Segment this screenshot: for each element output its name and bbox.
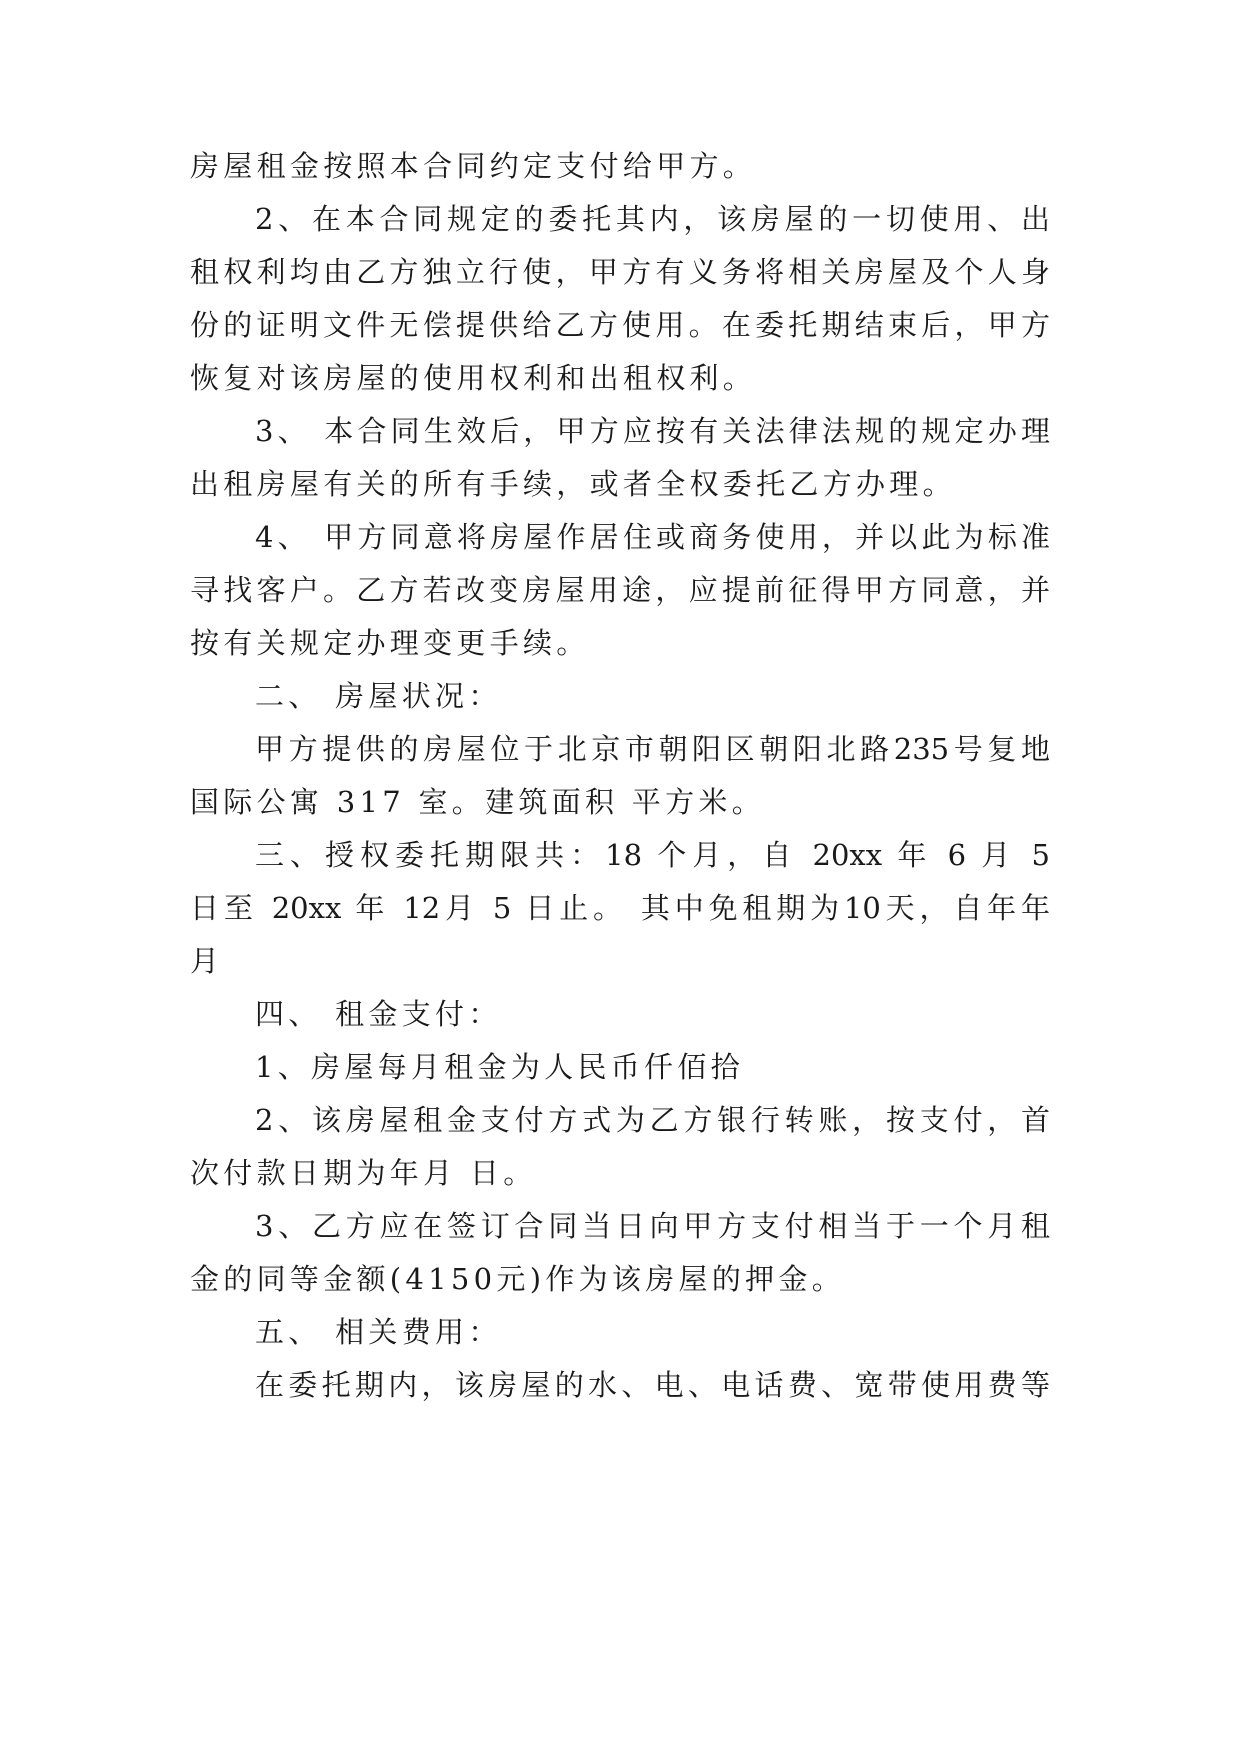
text-line: 寻找客户。乙方若改变房屋用途，应提前征得甲方同意，并 (190, 573, 1050, 607)
text-line: 出租房屋有关的所有手续，或者全权委托乙方办理。 (190, 467, 956, 501)
section-heading: 二、 房屋状况： (255, 679, 502, 713)
text-line: 甲方提供的房屋位于北京市朝阳区朝阳北路235号复地 (255, 732, 1050, 766)
text-line: 份的证明文件无偿提供给乙方使用。在委托期结束后，甲方 (190, 308, 1050, 342)
text-line: 月 (190, 944, 224, 978)
text-line: 金的同等金额(4150元)作为该房屋的押金。 (190, 1262, 846, 1296)
text-line: 2、该房屋租金支付方式为乙方银行转账，按支付，首 (255, 1103, 1050, 1137)
section-heading: 五、 相关费用： (255, 1315, 502, 1349)
text-line: 按有关规定办理变更手续。 (190, 626, 590, 660)
text-line: 租权利均由乙方独立行使，甲方有义务将相关房屋及个人身 (190, 255, 1050, 289)
text-line: 2、在本合同规定的委托其内，该房屋的一切使用、出 (255, 202, 1050, 236)
text-line: 日至 20xx 年 12月 5 日止。 其中免租期为10天，自年年 (190, 891, 1050, 925)
text-line: 恢复对该房屋的使用权利和出租权利。 (190, 361, 757, 395)
text-line: 房屋租金按照本合同约定支付给甲方。 (190, 149, 757, 183)
text-line: 次付款日期为年月 日。 (190, 1156, 537, 1190)
text-line: 1、房屋每月租金为人民币仟佰拾 (255, 1050, 744, 1084)
text-line: 3、 本合同生效后，甲方应按有关法律法规的规定办理 (255, 414, 1050, 448)
text-line: 3、乙方应在签订合同当日向甲方支付相当于一个月租 (255, 1209, 1050, 1243)
section-heading: 三、授权委托期限共：18 个月，自 20xx 年 6 月 5 (255, 838, 1050, 872)
section-heading: 四、 租金支付： (255, 997, 502, 1031)
text-line: 国际公寓 317 室。建筑面积 平方米。 (190, 785, 766, 819)
text-line: 4、 甲方同意将房屋作居住或商务使用，并以此为标准 (255, 520, 1050, 554)
text-line: 在委托期内，该房屋的水、电、电话费、宽带使用费等 (255, 1368, 1050, 1402)
